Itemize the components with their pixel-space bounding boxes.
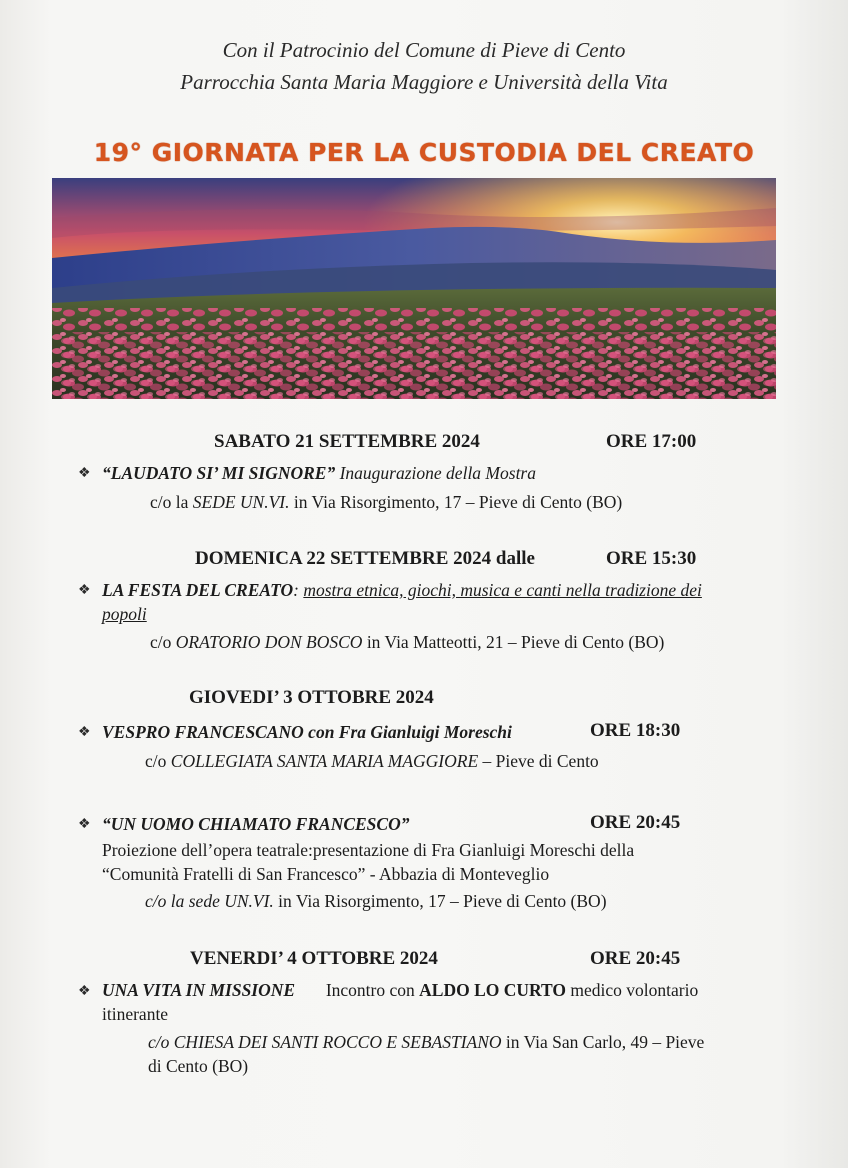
page-title: 19° GIORNATA PER LA CUSTODIA DEL CREATO: [93, 138, 755, 167]
event2-loc-post: in Via Matteotti, 21 – Pieve di Cento (BO): [366, 632, 665, 652]
organizers-line: Parrocchia Santa Maria Maggiore e Università della Vita: [180, 70, 668, 94]
bullet-icon: ❖: [78, 583, 91, 598]
event2-time: ORE 15:30: [606, 548, 697, 569]
event4-loc-place: c/o la sede UN.VI.: [145, 891, 274, 911]
bullet-icon: ❖: [78, 984, 91, 999]
event3-location: [145, 751, 599, 772]
bullet-icon: ❖: [78, 466, 91, 481]
event1-loc-post: in Via Risorgimento, 17 – Pieve di Cento (BO): [293, 492, 623, 512]
event5-location-cont: di Cento (BO): [148, 1056, 249, 1076]
event5-description: [102, 980, 698, 1001]
event1-name: “LAUDATO SI’ MI SIGNORE”: [102, 463, 336, 483]
event1-loc-pre: c/o la: [150, 492, 189, 512]
event3-loc-pre: c/o: [145, 751, 167, 771]
event1-date: SABATO 21 SETTEMBRE 2024: [214, 431, 480, 452]
event5-desc-cont: itinerante: [102, 1004, 169, 1024]
event4-desc-line1: Proiezione dell’opera teatrale:presentazione di Fra Gianluigi Moreschi della: [102, 840, 635, 860]
event5-desc-post: medico volontario: [570, 980, 699, 1000]
event1-location: [150, 492, 622, 513]
event3-loc-post: Pieve di Cento: [495, 751, 599, 771]
event5-time: ORE 20:45: [590, 948, 681, 969]
event2-description: [102, 580, 702, 601]
event1-desc: Inaugurazione della Mostra: [339, 463, 536, 483]
event3-time: ORE 18:30: [590, 720, 681, 741]
event4-desc-line2: “Comunità Fratelli di San Francesco” - Abbazia di Monteveglio: [102, 864, 550, 884]
event4-loc-post: in Via Risorgimento, 17 – Pieve di Cento (BO): [278, 891, 607, 911]
event3-loc-place: COLLEGIATA SANTA MARIA MAGGIORE –: [170, 751, 492, 771]
event5-loc-place: c/o CHIESA DEI SANTI ROCCO E SEBASTIANO: [148, 1032, 502, 1052]
event2-loc-pre: c/o: [150, 632, 172, 652]
event2-colon: :: [293, 580, 299, 600]
bullet-icon: ❖: [78, 725, 91, 740]
event1-description: [102, 463, 536, 484]
event1-time: ORE 17:00: [606, 431, 697, 452]
event4-time: ORE 20:45: [590, 812, 681, 833]
landscape-banner-image: [52, 178, 776, 399]
event4-location: [145, 891, 607, 912]
event3-date: GIOVEDI’ 3 OTTOBRE 2024: [189, 687, 434, 708]
event4-name: “UN UOMO CHIAMATO FRANCESCO”: [102, 814, 410, 834]
event3-name: VESPRO FRANCESCANO con Fra Gianluigi Moreschi: [102, 722, 512, 742]
event5-name: UNA VITA IN MISSIONE: [102, 980, 296, 1000]
event2-desc: mostra etnica, giochi, musica e canti nella tradizione dei: [303, 580, 702, 600]
event2-name: LA FESTA DEL CREATO: [102, 580, 294, 600]
event5-desc-pre: Incontro con: [325, 980, 415, 1000]
bullet-icon: ❖: [78, 817, 91, 832]
event2-desc-cont: popoli: [102, 604, 147, 624]
event1-loc-place: SEDE UN.VI.: [192, 492, 290, 512]
event2-loc-place: ORATORIO DON BOSCO: [175, 632, 363, 652]
event2-location: [150, 632, 664, 653]
event5-location: [148, 1032, 704, 1053]
event5-speaker: ALDO LO CURTO: [419, 980, 567, 1000]
event5-loc-post: in Via San Carlo, 49 – Pieve: [505, 1032, 705, 1052]
event2-date: DOMENICA 22 SETTEMBRE 2024 dalle: [195, 548, 535, 569]
event5-date: VENERDI’ 4 OTTOBRE 2024: [190, 948, 438, 969]
patronage-line: Con il Patrocinio del Comune di Pieve di Cento: [222, 38, 626, 62]
